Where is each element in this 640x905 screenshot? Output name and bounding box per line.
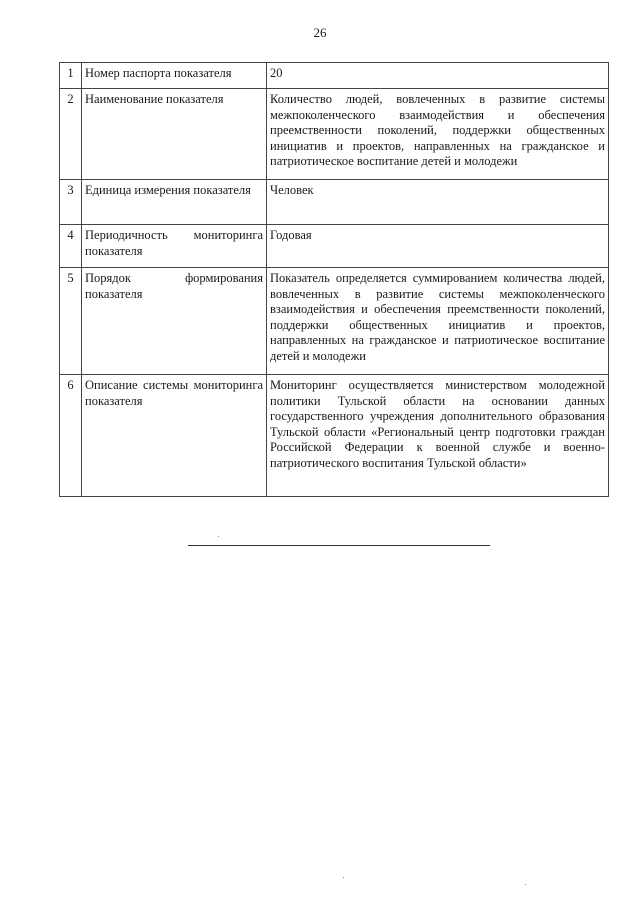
end-divider — [188, 545, 490, 546]
row-label: Порядок формирования показателя — [82, 268, 267, 375]
row-number: 2 — [60, 89, 82, 180]
table-row — [60, 63, 609, 89]
row-value: Мониторинг осуществляется министерством молодежной политики Тульской области на основании данных государственного учреждения дополнительного образования Тульской области «Региональный центр подготовки граждан Российской Федерации к военной службе и военно-патриотического воспитания Тульской области» — [267, 375, 609, 497]
indicator-passport-table — [59, 62, 609, 497]
row-label: Периодичность мониторинга показателя — [82, 225, 267, 268]
row-number: 4 — [60, 225, 82, 268]
row-number: 5 — [60, 268, 82, 375]
row-label: Единица измерения показателя — [82, 180, 267, 225]
table-row — [60, 180, 609, 225]
row-label: Номер паспорта показателя — [82, 63, 267, 89]
table-row — [60, 268, 609, 375]
row-value: Количество людей, вовлеченных в развитие системы межпоколенческого взаимодействия и обеспечения преемственности поколений, поддержки общественных инициатив и проектов, направленных на гражданское и патриотическое воспитание детей и молодежи — [267, 89, 609, 180]
row-value: Человек — [267, 180, 609, 225]
table-row — [60, 89, 609, 180]
row-value: Годовая — [267, 225, 609, 268]
row-number: 1 — [60, 63, 82, 89]
row-value: 20 — [267, 63, 609, 89]
scan-speck — [343, 877, 344, 878]
scan-speck — [218, 536, 219, 537]
row-number: 3 — [60, 180, 82, 225]
row-number: 6 — [60, 375, 82, 497]
row-label: Наименование показателя — [82, 89, 267, 180]
table-row — [60, 225, 609, 268]
row-label: Описание системы мониторинга показателя — [82, 375, 267, 497]
row-value: Показатель определяется суммированием количества людей, вовлеченных в развитие системы межпоколенческого взаимодействия и обеспечения преемственности поколений, поддержки общественных инициатив и проектов, направленных на гражданское и патриотическое воспитание детей и молодежи — [267, 268, 609, 375]
table-row — [60, 375, 609, 497]
page-number: 26 — [313, 25, 327, 40]
scan-speck — [525, 884, 526, 885]
